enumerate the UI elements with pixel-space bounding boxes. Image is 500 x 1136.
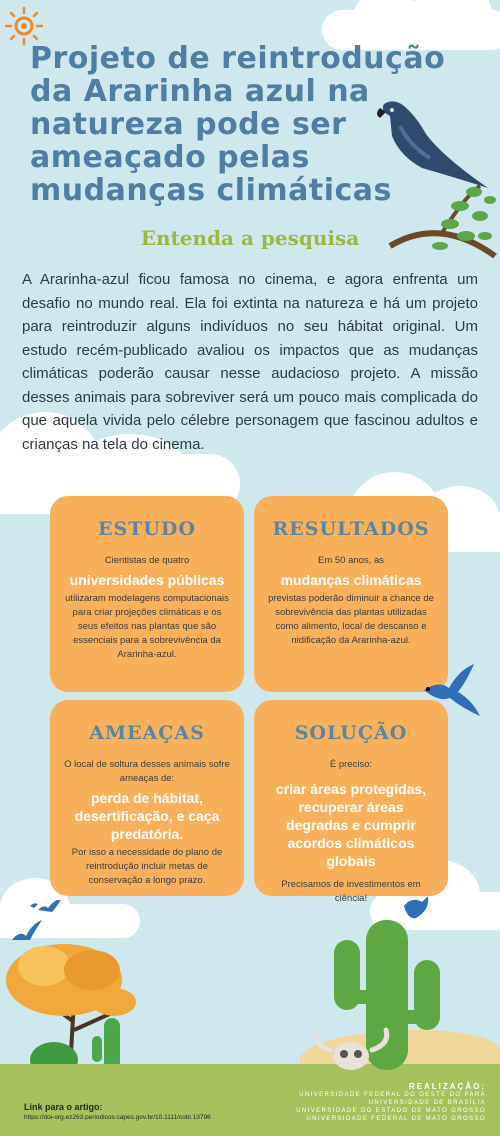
skull-illustration: [306, 1020, 396, 1080]
intro-paragraph: A Ararinha-azul ficou famosa no cinema, e agora enfrenta um desafio no mundo real. Ela foi extinta na natureza e há um projeto para reintroduzir alguns indivíduos no seu hábitat original. Um estudo recém-publicado avaliou os impactos que as mudanças climáticas poderão causar nesse audacioso projeto. A missão desses animais para sobreviver será um pouco mais complicada do que aquela vivida pelo célebre personagem que fascinou adultos e crianças na tela do cinema.: [22, 271, 478, 453]
flying-macaw-icon: [414, 660, 484, 720]
card-heading: AMEAÇAS: [89, 722, 205, 744]
credit-line: UNIVERSIDADE FEDERAL DE MATO GROSSO: [306, 1116, 486, 1122]
card-highlight: perda de hábitat, desertificação, e caça predatória.: [74, 790, 220, 842]
card-post: Precisamos de investimentos em ciência!: [281, 879, 421, 904]
card-text: [64, 758, 230, 888]
card-estudo: [50, 496, 244, 692]
credit-line: UNIVERSIDADE DO ESTADO DE MATO GROSSO: [296, 1108, 486, 1114]
article-link[interactable]: https://doi-org.ez263.periodicos.capes.gov.br/10.1111/cobi.13796: [24, 1114, 211, 1121]
card-text: [268, 758, 434, 906]
card-post: Por isso a necessidade do plano de reintrodução incluir metas de conservação a longo prazo.: [71, 847, 223, 886]
card-heading: RESULTADOS: [272, 518, 430, 540]
card-highlight: criar áreas protegidas, recuperar áreas degradas e cumprir acordos climáticos globais: [275, 781, 427, 869]
card-ameacas: [50, 700, 244, 896]
card-post: previstas poderão diminuir a chance de sobrevivência das plantas utilizadas como alimento, local de descanso e nidificação da Ararinha-azul.: [268, 593, 434, 646]
card-solucao: [254, 700, 448, 904]
article-link-label: Link para o artigo:: [24, 1102, 103, 1112]
card-text: [64, 554, 230, 662]
sun-icon: [4, 6, 44, 46]
card-text: [268, 554, 434, 648]
credits-heading: REALIZAÇÃO:: [408, 1082, 486, 1091]
card-pre: Em 50 anos, as: [317, 555, 384, 566]
credits-block: [296, 1082, 486, 1123]
subtitle: Entenda a pesquisa: [140, 226, 360, 250]
credit-line: UNIVERSIDADE FEDERAL DO OESTE DO PARÁ: [299, 1092, 486, 1098]
card-pre: É preciso:: [329, 759, 373, 770]
card-pre: O local de soltura desses animais sofre ameaças de:: [64, 759, 230, 784]
page-title: Projeto de reintrodução da Ararinha azul na natureza pode ser ameaçado pelas mudanças climáticas: [30, 41, 446, 208]
card-heading: ESTUDO: [98, 518, 196, 540]
card-post: utilizaram modelagens computacionais para criar projeções climáticas e os seus efeitos nas plantas que são essenciais para a sobrevivência da Ararinha-azul.: [65, 593, 229, 660]
credit-line: UNIVERSIDADE DE BRASÍLIA: [368, 1100, 486, 1106]
tree-illustration: [4, 930, 144, 1076]
card-highlight: mudanças climáticas: [280, 572, 422, 588]
card-highlight: universidades públicas: [69, 572, 225, 588]
card-pre: Cientistas de quatro: [104, 555, 190, 566]
card-heading: SOLUÇÃO: [294, 722, 408, 744]
